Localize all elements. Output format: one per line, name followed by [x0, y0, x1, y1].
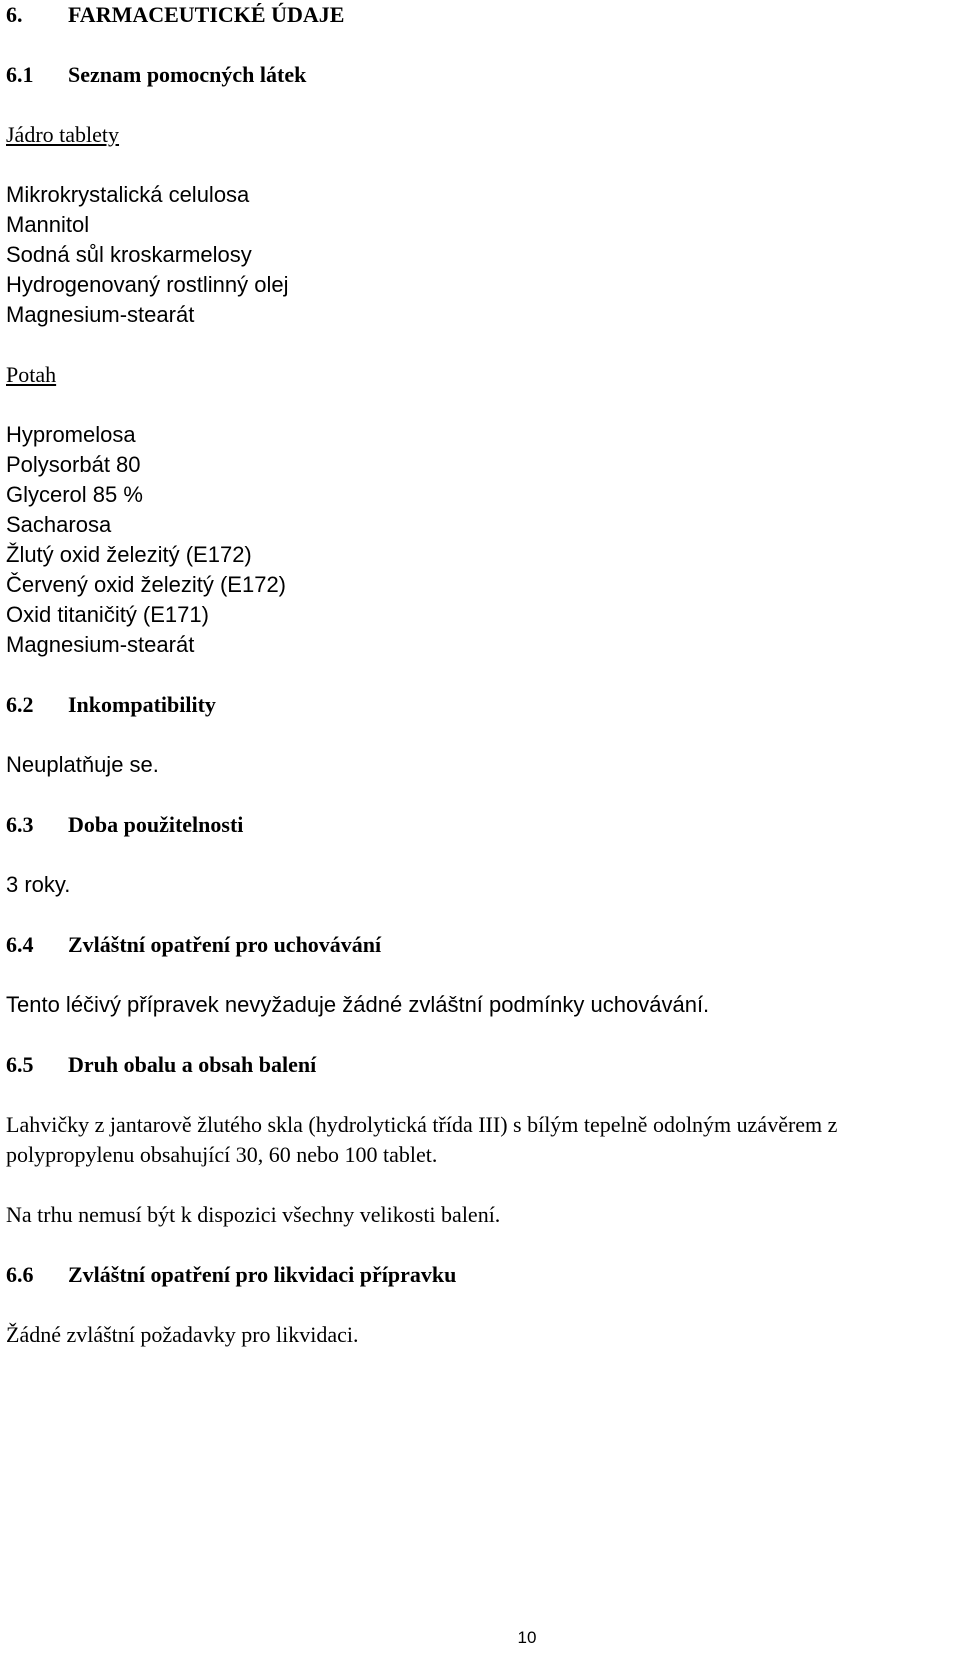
subsection-heading-6-1 [6, 60, 954, 90]
list-item: Mikrokrystalická celulosa [6, 182, 250, 207]
body-text: Lahvičky z jantarově žlutého skla (hydrolytická třída III) s bílým tepelně odolným uzávěrem z [6, 1112, 838, 1137]
section-heading [6, 0, 954, 30]
subsection-heading-6-3 [6, 810, 954, 840]
list-item: Magnesium-stearát [6, 632, 195, 657]
list-item: Sacharosa [6, 512, 112, 537]
subsection-number: 6.6 [6, 1262, 34, 1287]
body-text: 3 roky. [6, 872, 71, 897]
list-item: Hypromelosa [6, 422, 136, 447]
section-number: 6. [6, 2, 23, 27]
list-item: Magnesium-stearát [6, 302, 195, 327]
subsection-number: 6.3 [6, 812, 34, 837]
document-page [6, 0, 954, 1350]
list-item: Červený oxid železitý (E172) [6, 572, 287, 597]
subsection-title: Inkompatibility [68, 692, 216, 717]
subsection-heading-6-5 [6, 1050, 954, 1080]
subsection-title: Druh obalu a obsah balení [68, 1052, 317, 1077]
subsection-heading-6-4 [6, 930, 954, 960]
list-item: Polysorbát 80 [6, 452, 141, 477]
body-text: polypropylenu obsahující 30, 60 nebo 100 tablet. [6, 1142, 438, 1167]
subsection-title: Doba použitelnosti [68, 812, 244, 837]
subsection-number: 6.1 [6, 62, 34, 87]
coat-label: Potah [6, 362, 57, 387]
subsection-heading-6-6 [6, 1260, 954, 1290]
body-text: Žádné zvláštní požadavky pro likvidaci. [6, 1322, 359, 1347]
list-item: Mannitol [6, 212, 90, 237]
list-item: Sodná sůl kroskarmelosy [6, 242, 252, 267]
list-item: Glycerol 85 % [6, 482, 143, 507]
section-title: FARMACEUTICKÉ ÚDAJE [68, 2, 345, 27]
subsection-title: Zvláštní opatření pro uchovávání [68, 932, 382, 957]
list-item: Oxid titaničitý (E171) [6, 602, 209, 627]
subsection-number: 6.4 [6, 932, 34, 957]
page-number: 10 [517, 1628, 537, 1647]
subsection-number: 6.5 [6, 1052, 34, 1077]
body-text: Tento léčivý přípravek nevyžaduje žádné zvláštní podmínky uchovávání. [6, 992, 710, 1017]
list-item: Žlutý oxid železitý (E172) [6, 542, 252, 567]
core-label: Jádro tablety [6, 122, 120, 147]
subsection-title: Seznam pomocných látek [68, 62, 307, 87]
subsection-number: 6.2 [6, 692, 34, 717]
subsection-title: Zvláštní opatření pro likvidaci přípravku [68, 1262, 457, 1287]
subsection-heading-6-2 [6, 690, 954, 720]
list-item: Hydrogenovaný rostlinný olej [6, 272, 289, 297]
body-text: Na trhu nemusí být k dispozici všechny velikosti balení. [6, 1202, 501, 1227]
body-text: Neuplatňuje se. [6, 752, 159, 777]
